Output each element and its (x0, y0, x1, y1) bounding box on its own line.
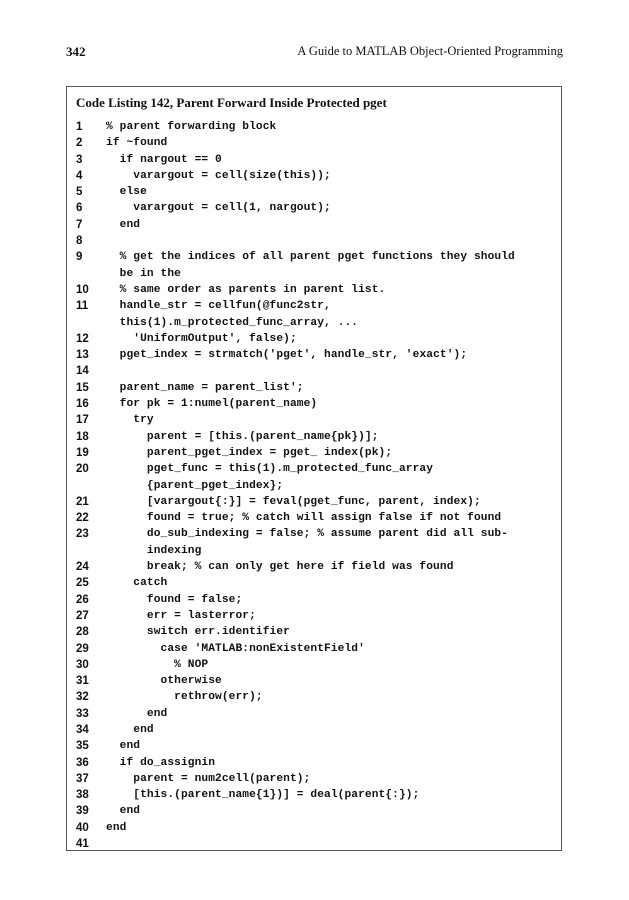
line-number: 6 (76, 202, 83, 215)
line-number: 20 (76, 463, 89, 476)
line-number: 36 (76, 756, 89, 769)
code-text: for pk = 1:numel(parent_name) (106, 398, 318, 411)
line-number: 12 (76, 332, 89, 345)
code-text: end (106, 723, 154, 736)
code-listing-box (66, 86, 562, 851)
code-text: try (106, 414, 154, 427)
line-number: 41 (76, 838, 89, 851)
code-text: if do_assignin (106, 756, 216, 769)
line-number: 4 (76, 169, 83, 182)
code-text: if nargout == 0 (106, 153, 222, 166)
code-text: [varargout{:}] = feval(pget_func, parent, index); (106, 495, 481, 508)
code-line (76, 559, 557, 575)
code-text: parent = [this.(parent_name{pk})]; (106, 430, 379, 443)
line-number: 3 (76, 153, 83, 166)
code-line (76, 412, 557, 428)
code-text: % get the indices of all parent pget functions they should be in the (119, 251, 515, 280)
code-line (76, 380, 557, 396)
line-number: 33 (76, 707, 89, 720)
code-text: handle_str = cellfun(@func2str, this(1).m_protected_func_array, ... (119, 300, 359, 329)
code-line (76, 152, 557, 168)
line-number: 17 (76, 414, 89, 427)
line-number: 39 (76, 805, 89, 818)
line-number: 40 (76, 821, 89, 834)
code-line (76, 706, 557, 722)
line-number: 32 (76, 691, 89, 704)
code-text: parent_pget_index = pget_ index(pk); (106, 446, 393, 459)
code-line (76, 135, 557, 151)
page-header (66, 44, 563, 64)
line-number: 22 (76, 512, 89, 525)
code-text: % parent forwarding block (106, 121, 277, 133)
code-line (76, 217, 557, 233)
code-text: else (106, 186, 147, 199)
code-line (76, 331, 557, 347)
line-number: 37 (76, 772, 89, 785)
code-text: otherwise (106, 675, 222, 688)
code-line (76, 282, 557, 298)
code-line (76, 803, 557, 819)
line-number: 15 (76, 381, 89, 394)
line-number: 27 (76, 609, 89, 622)
code-line (76, 820, 557, 836)
code-line (76, 722, 557, 738)
line-number: 26 (76, 593, 89, 606)
line-number: 38 (76, 789, 89, 802)
line-number: 13 (76, 349, 89, 362)
code-line (76, 771, 557, 787)
code-line (76, 624, 557, 640)
code-line (76, 445, 557, 461)
code-line (76, 673, 557, 689)
code-text: end (106, 218, 141, 231)
code-text: end (106, 707, 168, 720)
code-line (76, 168, 557, 184)
code-line (76, 526, 557, 559)
code-text: 'UniformOutput', false); (106, 332, 297, 345)
line-number: 10 (76, 283, 89, 296)
line-number: 9 (76, 251, 83, 264)
code-text: [this.(parent_name{1})] = deal(parent{:}); (106, 789, 420, 802)
code-text: end (106, 740, 141, 753)
code-line (76, 429, 557, 445)
line-number: 5 (76, 186, 83, 199)
line-number: 21 (76, 495, 89, 508)
code-line (76, 396, 557, 412)
page-number: 342 (66, 44, 86, 59)
code-text: parent_name = parent_list'; (106, 381, 304, 394)
line-number: 7 (76, 218, 83, 231)
code-line (76, 233, 557, 249)
code-text: varargout = cell(1, nargout); (106, 202, 331, 215)
line-number: 30 (76, 658, 89, 671)
code-text: varargout = cell(size(this)); (106, 169, 331, 182)
line-number: 11 (76, 300, 89, 313)
line-number: 25 (76, 577, 89, 590)
code-line (76, 608, 557, 624)
code-text: err = lasterror; (106, 609, 256, 622)
line-number: 14 (76, 365, 89, 378)
code-text: pget_index = strmatch('pget', handle_str, 'exact'); (106, 349, 468, 362)
line-number: 8 (76, 235, 83, 248)
code-line (76, 184, 557, 200)
code-block (76, 119, 557, 852)
listing-title: Code Listing 142, Parent Forward Inside Protected pget (76, 95, 387, 110)
code-line (76, 689, 557, 705)
code-text: end (106, 805, 141, 818)
code-line (76, 575, 557, 591)
code-text: % same order as parents in parent list. (106, 283, 386, 296)
code-line (76, 494, 557, 510)
line-number: 29 (76, 642, 89, 655)
line-number: 16 (76, 398, 89, 411)
line-number: 18 (76, 430, 89, 443)
code-line (76, 298, 557, 331)
code-text: case 'MATLAB:nonExistentField' (106, 642, 365, 655)
code-text: pget_func = this(1).m_protected_func_array {parent_pget_index}; (146, 463, 434, 492)
code-line (76, 249, 557, 282)
code-line (76, 836, 557, 852)
code-text: end (106, 821, 127, 834)
code-line (76, 347, 557, 363)
code-text: parent = num2cell(parent); (106, 772, 311, 785)
code-text: % NOP (106, 658, 209, 671)
code-line (76, 592, 557, 608)
code-text: found = true; % catch will assign false if not found (106, 512, 502, 525)
code-text: if ~found (106, 137, 168, 150)
line-number: 1 (76, 121, 83, 133)
line-number: 28 (76, 626, 89, 639)
code-text: rethrow(err); (106, 691, 263, 704)
code-line (76, 657, 557, 673)
code-line (76, 787, 557, 803)
code-text: catch (106, 577, 168, 590)
line-number: 34 (76, 723, 89, 736)
code-line (76, 200, 557, 216)
line-number: 19 (76, 446, 89, 459)
code-line (76, 641, 557, 657)
line-number: 23 (76, 528, 89, 541)
code-text: found = false; (106, 593, 243, 606)
code-line (76, 738, 557, 754)
line-number: 31 (76, 675, 89, 688)
code-line (76, 461, 557, 494)
code-line (76, 119, 557, 135)
code-line (76, 510, 557, 526)
code-line (76, 755, 557, 771)
code-line (76, 363, 557, 379)
line-number: 35 (76, 740, 89, 753)
code-text: break; % can only get here if field was found (106, 561, 454, 574)
running-title: A Guide to MATLAB Object-Oriented Programming (297, 44, 563, 58)
code-text: switch err.identifier (106, 626, 290, 639)
code-text: do_sub_indexing = false; % assume parent did all sub- indexing (146, 528, 509, 557)
line-number: 24 (76, 561, 89, 574)
line-number: 2 (76, 137, 83, 150)
